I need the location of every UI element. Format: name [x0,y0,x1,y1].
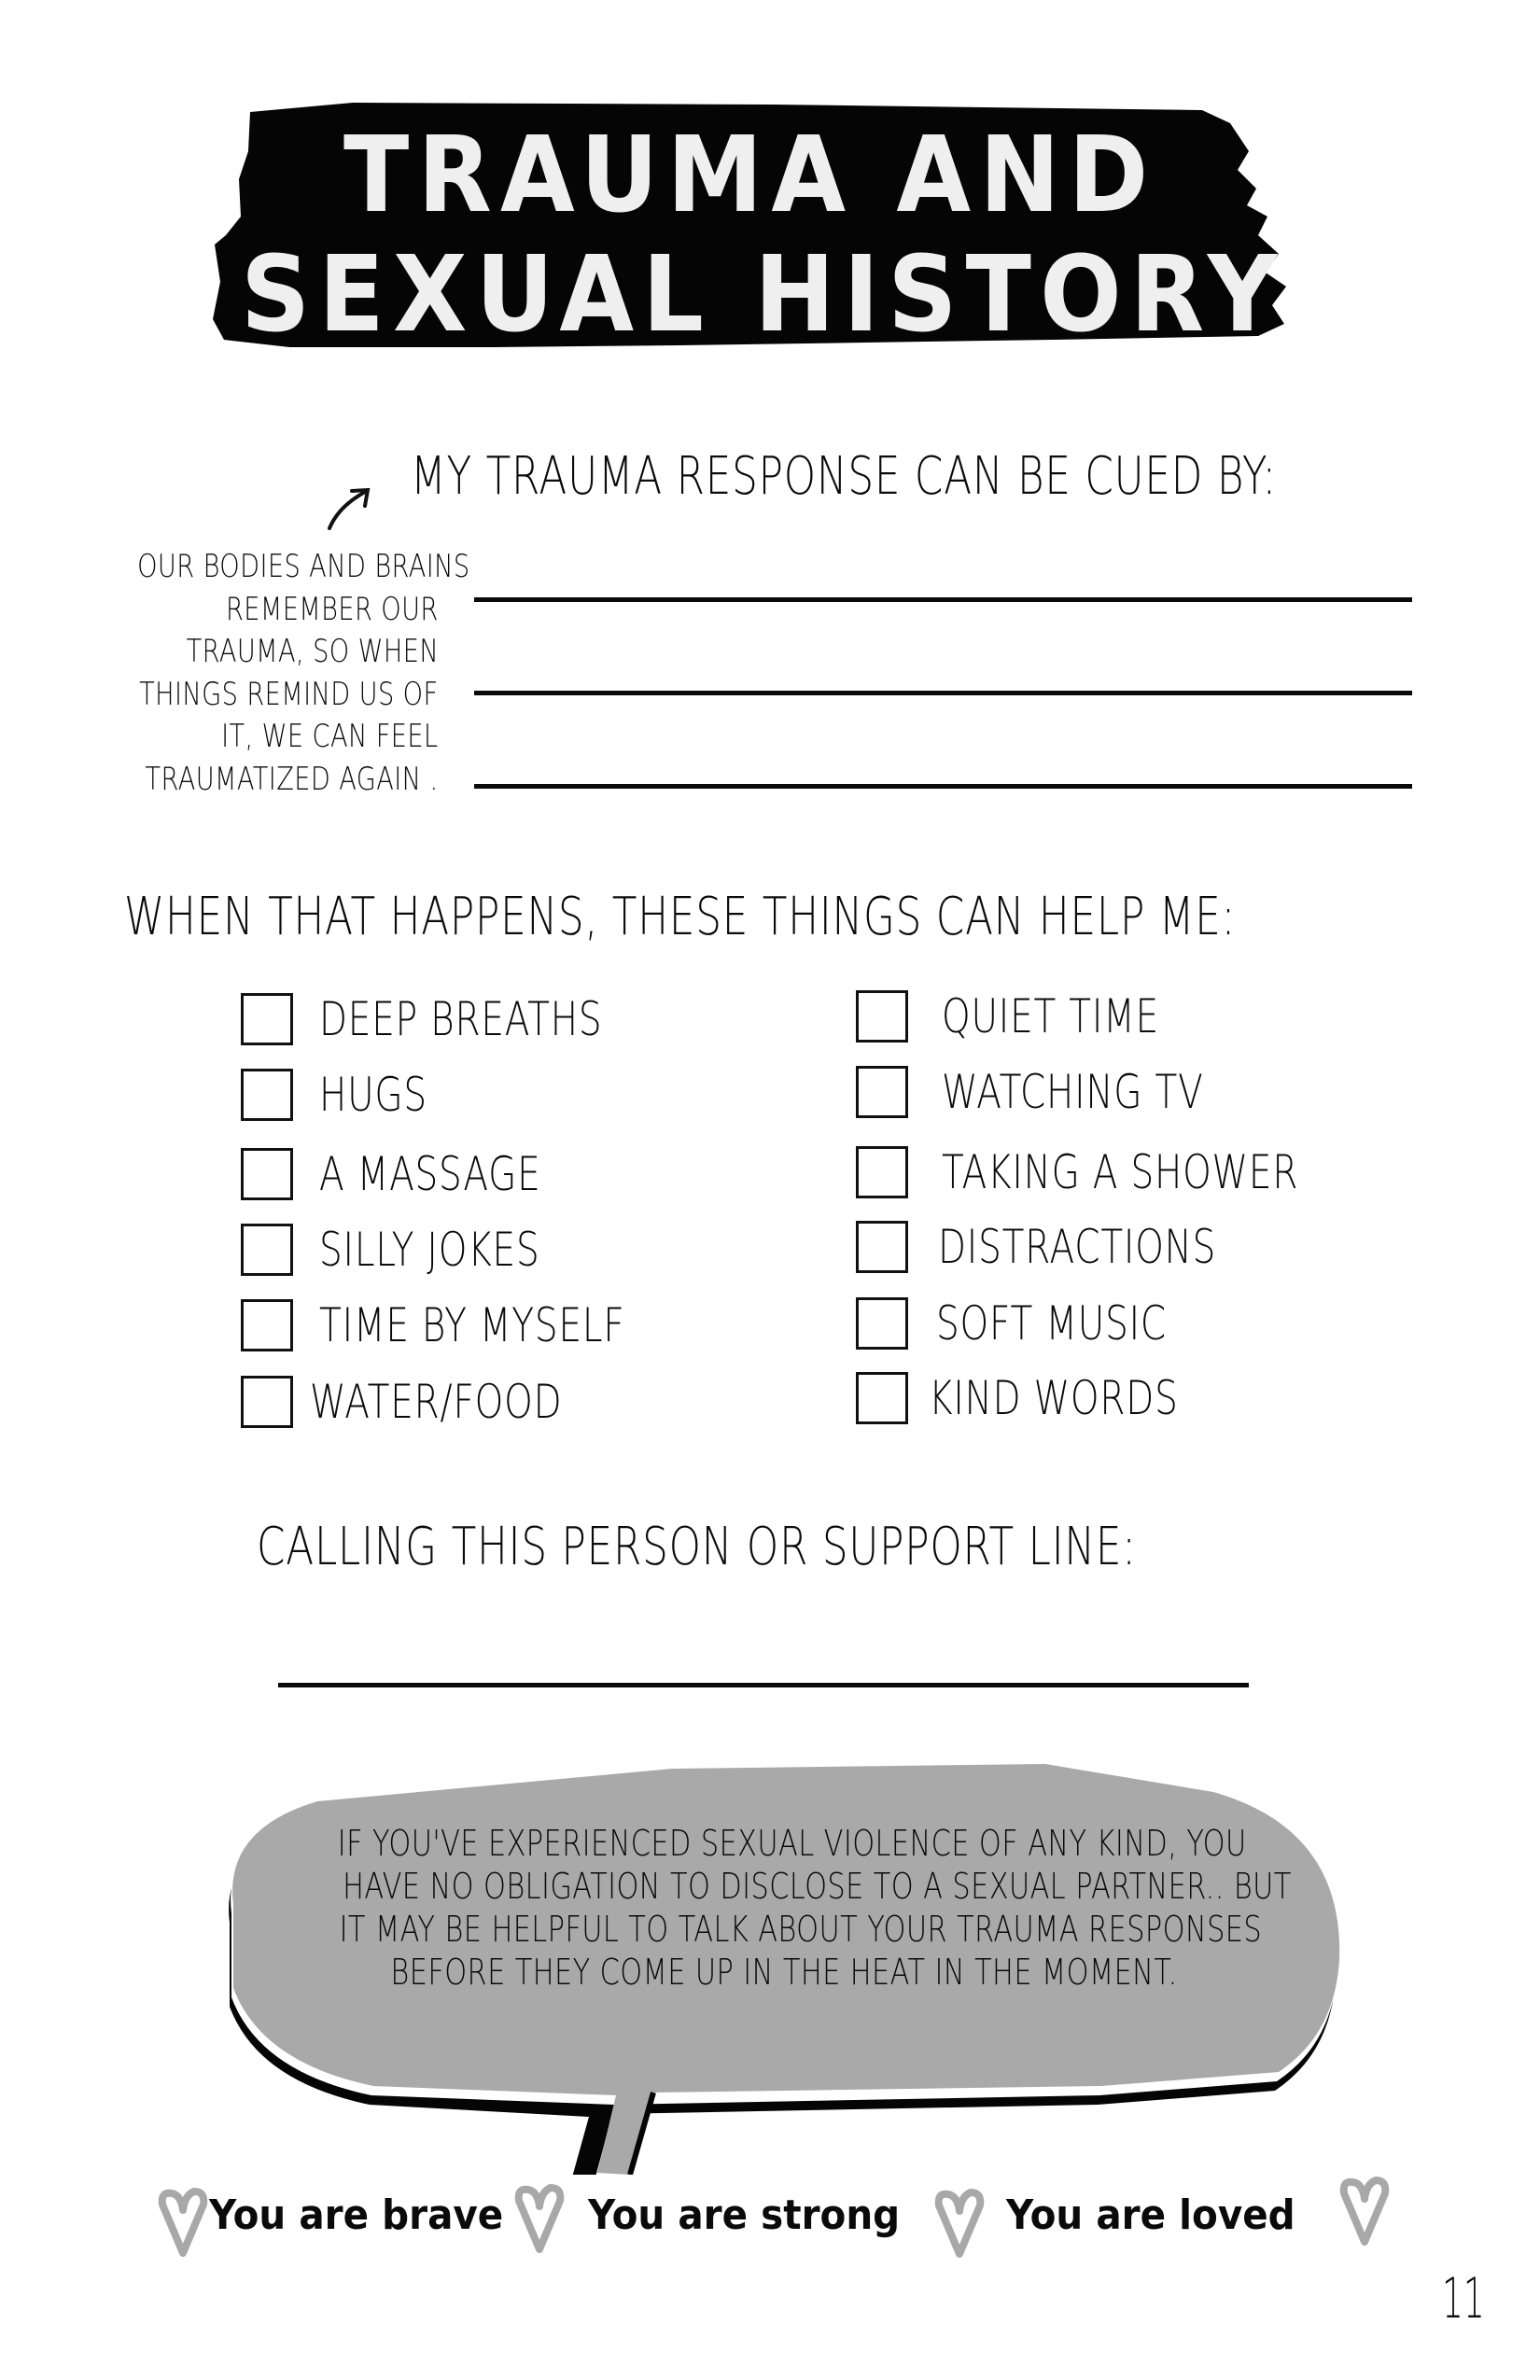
side-note-line: THINGS REMIND US OF [139,675,439,713]
help-heading: WHEN THAT HAPPENS, THESE THINGS CAN HELP ME: [124,887,1237,947]
heart-icon [931,2182,987,2266]
heart-icon [155,2186,211,2261]
affirmation-loved: You are loved [1006,2191,1295,2239]
bubble-text-line: HAVE NO OBLIGATION TO DISCLOSE TO A SEXUAL PARTNER.. BUT [343,1866,1292,1907]
checklist-item-a-massage[interactable] [241,1146,604,1202]
cue-answer-line-2[interactable] [474,691,1412,695]
cue-answer-line-3[interactable] [474,784,1412,789]
bubble-text [224,1822,1344,1994]
checkbox[interactable] [241,1376,293,1428]
checklist-item-water-food[interactable] [241,1374,634,1430]
checkbox[interactable] [241,1069,293,1121]
checklist-label: TIME BY MYSELF [319,1298,625,1352]
checklist-item-deep-breaths[interactable] [241,991,682,1047]
checklist-item-hugs[interactable] [241,1067,458,1123]
page-number: 11 [1442,2266,1485,2331]
checklist-item-taking-a-shower[interactable] [856,1144,1399,1200]
bubble-text-line: IT MAY BE HELPFUL TO TALK ABOUT YOUR TRAUMA RESPONSES [339,1909,1263,1950]
checklist-label: DEEP BREATHS [319,992,603,1046]
bubble-text-line: BEFORE THEY COME UP IN THE HEAT IN THE MOMENT. [390,1952,1178,1993]
checkbox[interactable] [856,1297,908,1350]
checkbox[interactable] [856,1066,908,1118]
checklist-label: DISTRACTIONS [938,1220,1217,1274]
checklist-label: WATCHING TV [942,1065,1204,1119]
checklist-label: A MASSAGE [319,1147,541,1201]
checkbox[interactable] [241,993,293,1045]
checkbox[interactable] [856,990,908,1043]
checkbox[interactable] [241,1299,293,1351]
side-note-line: REMEMBER OUR [226,590,439,628]
checkbox[interactable] [856,1146,908,1198]
checklist-label: SILLY JOKES [319,1223,540,1277]
page-title-banner [213,95,1286,356]
checklist-item-silly-jokes[interactable] [241,1222,602,1278]
checklist-label: SOFT MUSIC [936,1296,1167,1351]
checklist-item-kind-words[interactable] [856,1370,1249,1426]
checkbox[interactable] [856,1372,908,1424]
cue-heading: MY TRAUMA RESPONSE CAN BE CUED BY: [411,446,1278,507]
side-note-line: OUR BODIES AND BRAINS [137,548,470,585]
side-note-line: TRAUMATIZED AGAIN . [145,760,439,798]
bubble-text-line: IF YOU'VE EXPERIENCED SEXUAL VIOLENCE OF ANY KIND, YOU [337,1823,1247,1864]
side-note-line: TRAUMA, SO WHEN [186,633,439,670]
call-heading: CALLING THIS PERSON OR SUPPORT LINE: [257,1517,1137,1577]
cue-answer-line-1[interactable] [474,597,1412,602]
title-line-2: SEXUAL HISTORY [241,234,1286,356]
checkbox[interactable] [856,1221,908,1273]
checklist-label: WATER/FOOD [310,1375,563,1429]
arrow-icon [322,485,378,532]
checklist-item-quiet-time[interactable] [856,988,1221,1044]
checkbox[interactable] [241,1224,293,1276]
heart-icon [1337,2175,1393,2249]
checklist-label: QUIET TIME [942,989,1160,1043]
side-note [54,546,470,801]
checklist-label: TAKING A SHOWER [942,1145,1299,1199]
affirmation-strong: You are strong [588,2191,901,2239]
checklist-label: HUGS [319,1068,427,1122]
checkbox[interactable] [241,1148,293,1200]
affirmations-row [149,2175,1381,2268]
support-contact-line[interactable] [278,1683,1249,1687]
checklist-item-soft-music[interactable] [856,1295,1232,1351]
side-note-line: IT, WE CAN FEEL [221,718,439,755]
heart-icon [511,2182,567,2257]
checklist-item-distractions[interactable] [856,1219,1295,1275]
checklist-item-time-by-myself[interactable] [241,1297,711,1353]
checklist-label: KIND WORDS [929,1371,1179,1425]
title-line-1: TRAUMA AND [343,115,1157,236]
checklist-item-watching-tv[interactable] [856,1064,1278,1120]
affirmation-brave: You are brave [209,2191,504,2239]
